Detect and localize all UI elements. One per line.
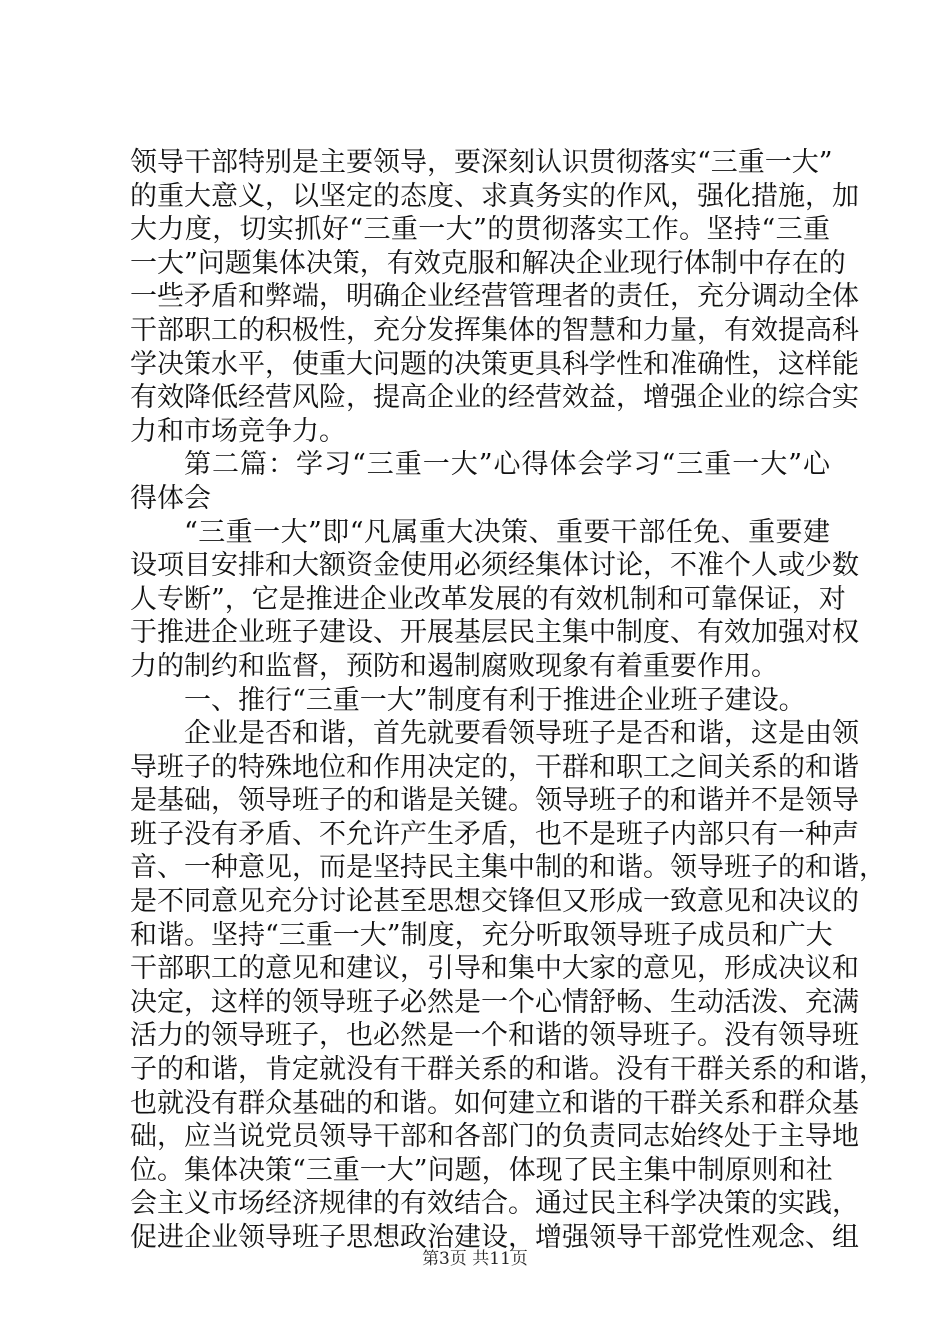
- paragraph-line: “三重一大”即“凡属重大决策、重要干部任免、重要建: [184, 516, 830, 548]
- paragraph-line: 干部职工的积极性，充分发挥集体的智慧和力量，有效提高科: [130, 314, 859, 346]
- paragraph-line: 企业是否和谐，首先就要看领导班子是否和谐，这是由领: [184, 718, 859, 750]
- paragraph-line: 一些矛盾和弊端，明确企业经营管理者的责任，充分调动全体: [130, 281, 859, 313]
- paragraph-line: 的重大意义，以坚定的态度、求真务实的作风，强化措施，加: [130, 180, 859, 212]
- paragraph-line: 子的和谐，肯定就没有干群关系的和谐。没有干群关系的和谐，: [130, 1054, 886, 1086]
- paragraph-line: 也就没有群众基础的和谐。如何建立和谐的干群关系和群众基: [130, 1087, 859, 1119]
- paragraph-line: 一大”问题集体决策，有效克服和解决企业现行体制中存在的: [130, 247, 846, 279]
- section-heading-line: 第二篇：学习“三重一大”心得体会学习“三重一大”心: [184, 449, 830, 481]
- paragraph-line: 会主义市场经济规律的有效结合。通过民主科学决策的实践，: [130, 1188, 859, 1220]
- paragraph-line: 决定，这样的领导班子必然是一个心情舒畅、生动活泼、充满: [130, 986, 859, 1018]
- paragraph-line: 干部职工的意见和建议，引导和集中大家的意见，形成决议和: [130, 953, 859, 985]
- paragraph-line: 是基础，领导班子的和谐是关键。领导班子的和谐并不是领导: [130, 785, 859, 817]
- paragraph-line: 导班子的特殊地位和作用决定的，干群和职工之间关系的和谐: [130, 751, 859, 783]
- subheading-line: 一、推行“三重一大”制度有利于推进企业班子建设。: [184, 684, 806, 716]
- paragraph-line: 是不同意见充分讨论甚至思想交锋但又形成一致意见和决议的: [130, 886, 859, 918]
- paragraph-line: 班子没有矛盾、不允许产生矛盾，也不是班子内部只有一种声: [130, 818, 859, 850]
- paragraph-line: 领导干部特别是主要领导，要深刻认识贯彻落实“三重一大”: [130, 147, 833, 178]
- paragraph-line: 促进企业领导班子思想政治建设，增强领导干部党性观念、组: [130, 1222, 859, 1253]
- paragraph-line: 音、一种意见，而是坚持民主集中制的和谐。领导班子的和谐，: [130, 852, 886, 884]
- document-body: [130, 146, 886, 1255]
- paragraph-line: 大力度，切实抓好“三重一大”的贯彻落实工作。坚持“三重: [130, 214, 830, 246]
- page-number-footer: 第3页 共11页: [422, 1249, 528, 1269]
- paragraph-line: 学决策水平，使重大问题的决策更具科学性和准确性，这样能: [130, 348, 859, 380]
- section-heading-line: 得体会: [130, 482, 211, 514]
- paragraph-line: 和谐。坚持“三重一大”制度，充分听取领导班子成员和广大: [130, 919, 833, 951]
- paragraph-line: 人专断”，它是推进企业改革发展的有效机制和可靠保证，对: [130, 583, 846, 615]
- paragraph-line: 于推进企业班子建设、开展基层民主集中制度、有效加强对权: [130, 617, 859, 649]
- paragraph-line: 力的制约和监督，预防和遏制腐败现象有着重要作用。: [130, 650, 778, 682]
- paragraph-line: 设项目安排和大额资金使用必须经集体讨论，不准个人或少数: [130, 550, 859, 582]
- paragraph-line: 有效降低经营风险，提高企业的经营效益，增强企业的综合实: [130, 382, 859, 414]
- paragraph-line: 础，应当说党员领导干部和各部门的负责同志始终处于主导地: [130, 1121, 859, 1153]
- paragraph-line: 位。集体决策“三重一大”问题，体现了民主集中制原则和社: [130, 1154, 833, 1186]
- paragraph-line: 活力的领导班子，也必然是一个和谐的领导班子。没有领导班: [130, 1020, 859, 1052]
- paragraph-line: 力和市场竞争力。: [130, 415, 346, 447]
